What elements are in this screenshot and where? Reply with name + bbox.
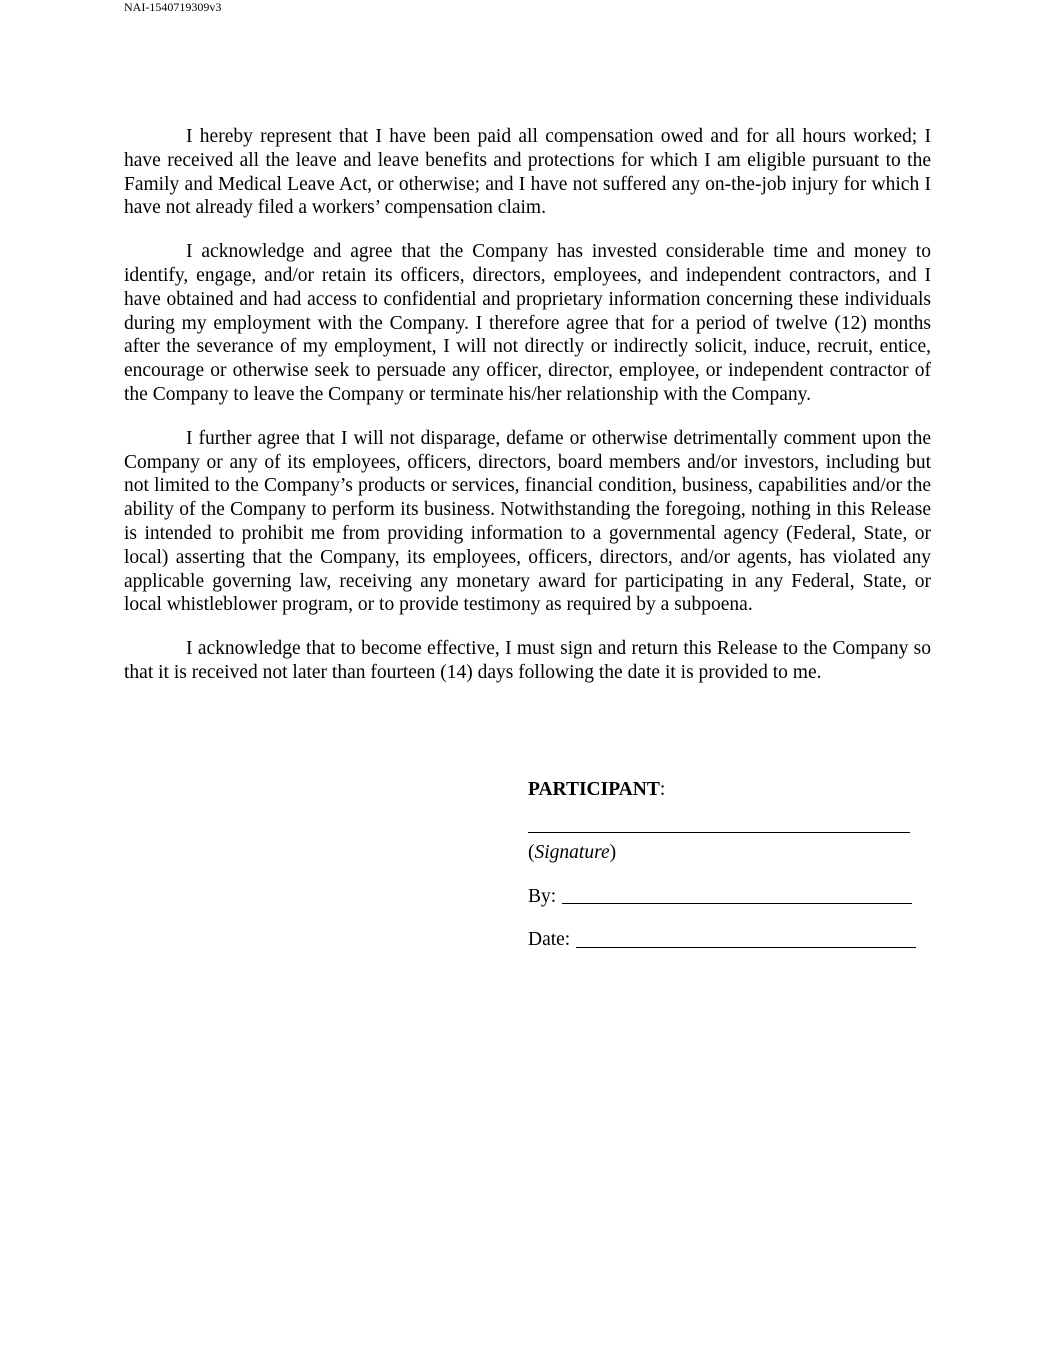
signature-caption bbox=[528, 841, 928, 865]
by-label: By: bbox=[528, 885, 557, 907]
paragraph-compensation-representation: I hereby represent that I have been paid all compensation owed and for all hours worked; I have received all the leave and leave benefits and protections for which I am eligible pursuant to the Family and Medical Leave Act, or otherwise; and I have not suffered any on-the-job injury for which I have not already filed a workers’ compensation claim. bbox=[124, 126, 931, 219]
signature-line[interactable] bbox=[528, 832, 910, 833]
signature-block bbox=[528, 778, 928, 972]
date-field bbox=[528, 928, 928, 952]
date-label: Date: bbox=[528, 929, 571, 951]
participant-label: PARTICIPANT bbox=[528, 779, 660, 800]
document-body bbox=[124, 125, 931, 705]
signature-close-paren: ) bbox=[609, 841, 617, 863]
by-line[interactable] bbox=[562, 885, 912, 904]
signature-caption-text: Signature bbox=[534, 841, 610, 863]
date-line[interactable] bbox=[576, 929, 916, 948]
by-field bbox=[528, 885, 928, 909]
paragraph-effectiveness: I acknowledge that to become effective, I must sign and return this Release to the Company so that it is received not later than fourteen (14) days following the date it is provided to me. bbox=[124, 638, 931, 683]
signature-open-paren: ( bbox=[528, 841, 535, 863]
document-id: NAI-1540719309v3 bbox=[124, 0, 222, 14]
paragraph-non-disparagement: I further agree that I will not disparage, defame or otherwise detrimentally comment upon the Company or any of its employees, officers, directors, board members and/or investors, including but not limited to the Company’s products or services, financial condition, business, capabilities and/or the ability of the Company to perform its business. Notwithstanding the foregoing, nothing in this Release is intended to prohibit me from providing information to a governmental agency (Federal, State, or local) asserting that the Company, its employees, officers, directors, and/or agents, has violated any applicable governing law, receiving any monetary award for participating in any Federal, State, or local whistleblower program, or to provide testimony as required by a subpoena. bbox=[124, 427, 931, 616]
paragraph-non-solicitation: I acknowledge and agree that the Company has invested considerable time and money to identify, engage, and/or retain its officers, directors, employees, and independent contractors, and I have obtained and had access to confidential and proprietary information concerning these individuals during my employment with the Company. I therefore agree that for a period of twelve (12) months after the severance of my employment, I will not directly or indirectly solicit, induce, recruit, entice, encourage or otherwise seek to persuade any officer, director, employee, or independent contractor of the Company to leave the Company or terminate his/her relationship with the Company. bbox=[124, 241, 931, 405]
participant-colon: : bbox=[659, 779, 666, 800]
participant-heading bbox=[528, 778, 928, 802]
